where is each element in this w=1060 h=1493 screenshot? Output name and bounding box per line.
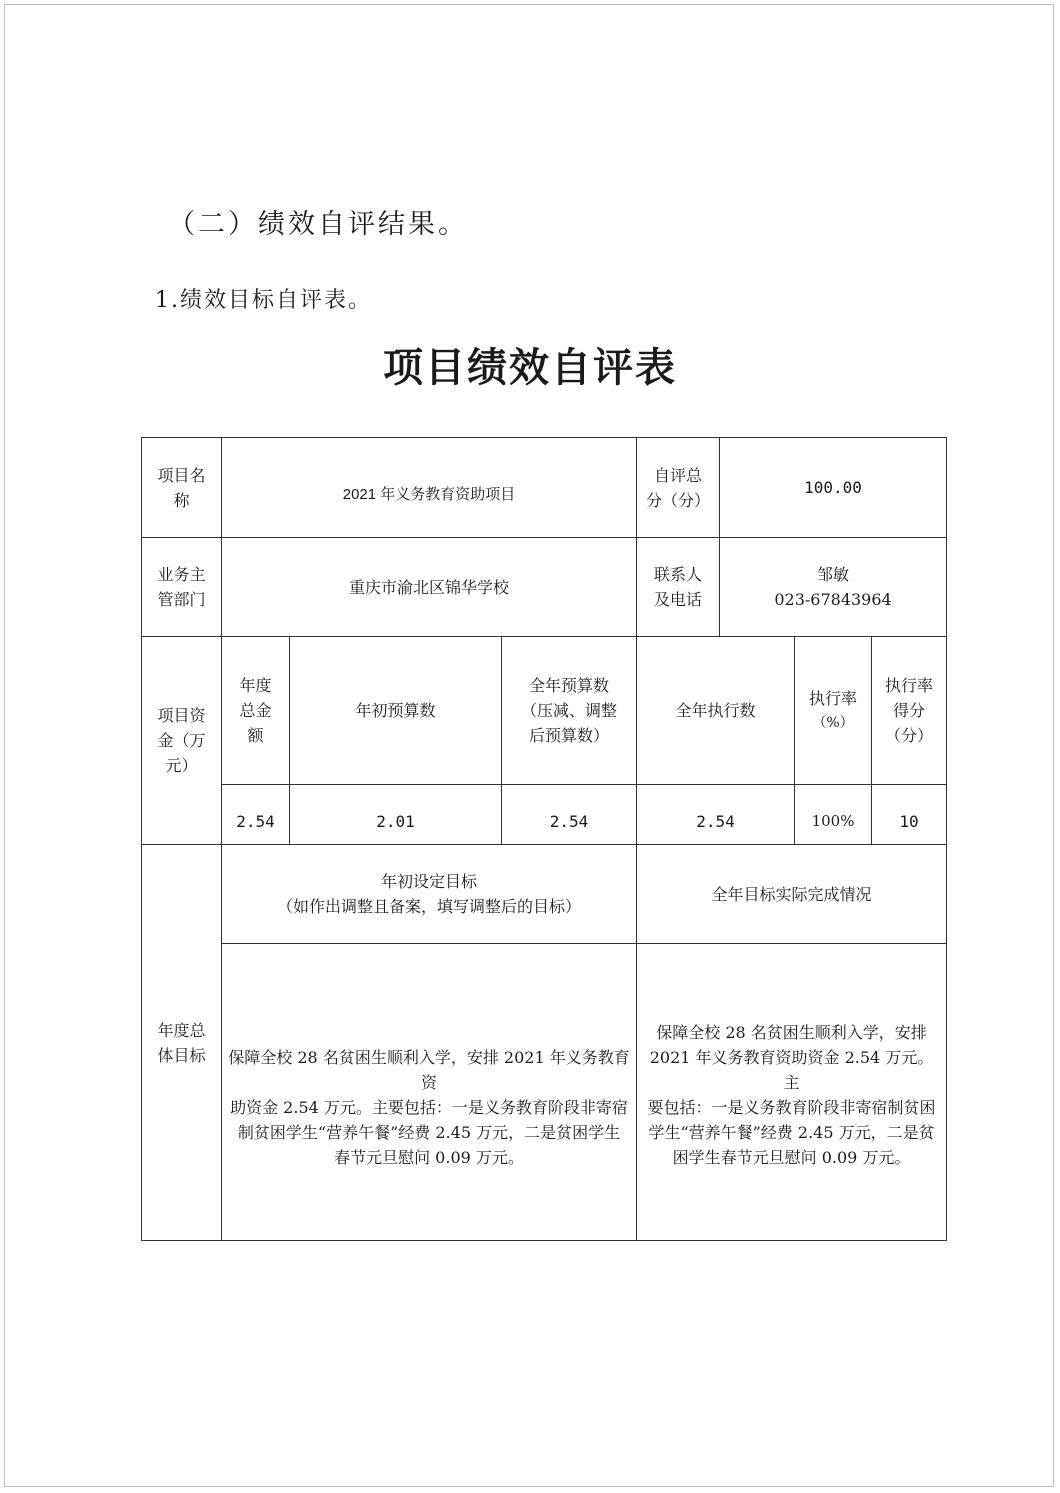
goals-set-text [222, 944, 637, 1241]
row-funds-headers [142, 637, 947, 785]
label-line: 管部门 [157, 590, 206, 609]
label-line: （分） [885, 726, 934, 745]
value-initial: 2.01 [290, 785, 502, 845]
section-heading: （二）绩效自评结果。 [168, 209, 468, 240]
goals-actual-text [637, 944, 947, 1241]
score-value: 100.00 [720, 438, 947, 538]
label-line: （%） [812, 714, 854, 731]
label-line: 总金 [239, 701, 272, 720]
dept-label [142, 538, 222, 637]
row-department [142, 538, 947, 637]
label-line: 项目资 [157, 706, 206, 725]
text-line: 2021 年义务教育资助资金 2.54 万元。主 [649, 1048, 934, 1092]
goals-actual-header: 全年目标实际完成情况 [637, 845, 947, 944]
row-goals-headers [142, 845, 947, 944]
label-line: 分（分） [646, 490, 711, 510]
label-line: （压减、调整 [521, 701, 618, 720]
goals-label [142, 845, 222, 1241]
row-goals-text [142, 944, 947, 1241]
row-project-name [142, 438, 947, 538]
label-line: 全年预算数 [529, 676, 610, 695]
contact-value [720, 538, 947, 637]
header-rate [795, 637, 872, 785]
text-line: 春节元旦慰问 0.09 万元。 [334, 1147, 524, 1167]
header-adjusted [502, 637, 637, 785]
header-initial: 年初预算数 [290, 637, 502, 785]
header-total [222, 637, 290, 785]
header-rate-score [872, 637, 947, 785]
value-adjusted: 2.54 [502, 785, 637, 845]
header-executed: 全年执行数 [637, 637, 795, 785]
label-line: 金（万 [157, 731, 206, 750]
text-line: 制贫困学生“营养午餐”经费 2.45 万元，二是贫困学生 [237, 1122, 621, 1142]
label-line: 年初设定目标 [381, 872, 478, 891]
label-line: 称 [173, 490, 190, 510]
score-label [637, 438, 720, 538]
label-line: 得分 [893, 701, 926, 720]
text-line: 学生“营养午餐”经费 2.45 万元，二是贫 [648, 1123, 935, 1142]
project-name-value: 2021 年义务教育资助项目 [222, 438, 637, 538]
label-line: 项目名 [157, 465, 206, 485]
label-line: 后预算数） [529, 726, 610, 745]
text-line: 保障全校 28 名贫困生顺利入学，安排 2021 年义务教育资 [228, 1047, 630, 1092]
dept-value: 重庆市渝北区锦华学校 [222, 538, 637, 637]
label-line: 及电话 [654, 590, 703, 609]
label-line: 年度 [239, 676, 272, 695]
contact-phone: 023-67843964 [774, 590, 892, 609]
value-rate: 100% [795, 785, 872, 845]
self-evaluation-table [141, 437, 947, 1241]
label-line: 业务主 [157, 565, 206, 584]
label-line: 执行率 [809, 688, 858, 708]
label-line: 执行率 [885, 676, 934, 695]
label-line: 额 [247, 726, 264, 745]
value-total: 2.54 [222, 785, 290, 845]
text-line: 困学生春节元旦慰问 0.09 万元。 [672, 1148, 911, 1167]
row-funds-values [142, 785, 947, 845]
value-executed: 2.54 [637, 785, 795, 845]
label-line: 自评总 [654, 465, 703, 485]
text-line: 保障全校 28 名贫困生顺利入学，安排 [656, 1023, 927, 1042]
label-line: 联系人 [654, 565, 703, 584]
text-line: 要包括：一是义务教育阶段非寄宿制贫困 [647, 1098, 936, 1117]
contact-label [637, 538, 720, 637]
value-rate-score: 10 [872, 785, 947, 845]
label-line: 元） [165, 756, 198, 775]
table-title: 项目绩效自评表 [383, 344, 677, 391]
contact-name: 邹敏 [817, 565, 850, 584]
label-line: 体目标 [157, 1045, 206, 1065]
goals-set-header [222, 845, 637, 944]
label-line: 年度总 [157, 1020, 206, 1040]
funds-label [142, 637, 222, 845]
label-line: （如作出调整且备案，填写调整后的目标） [277, 897, 582, 916]
sub-heading: 1.绩效目标自评表。 [155, 288, 372, 313]
text-line: 助资金 2.54 万元。主要包括：一是义务教育阶段非寄宿 [230, 1097, 628, 1117]
project-name-label [142, 438, 222, 538]
